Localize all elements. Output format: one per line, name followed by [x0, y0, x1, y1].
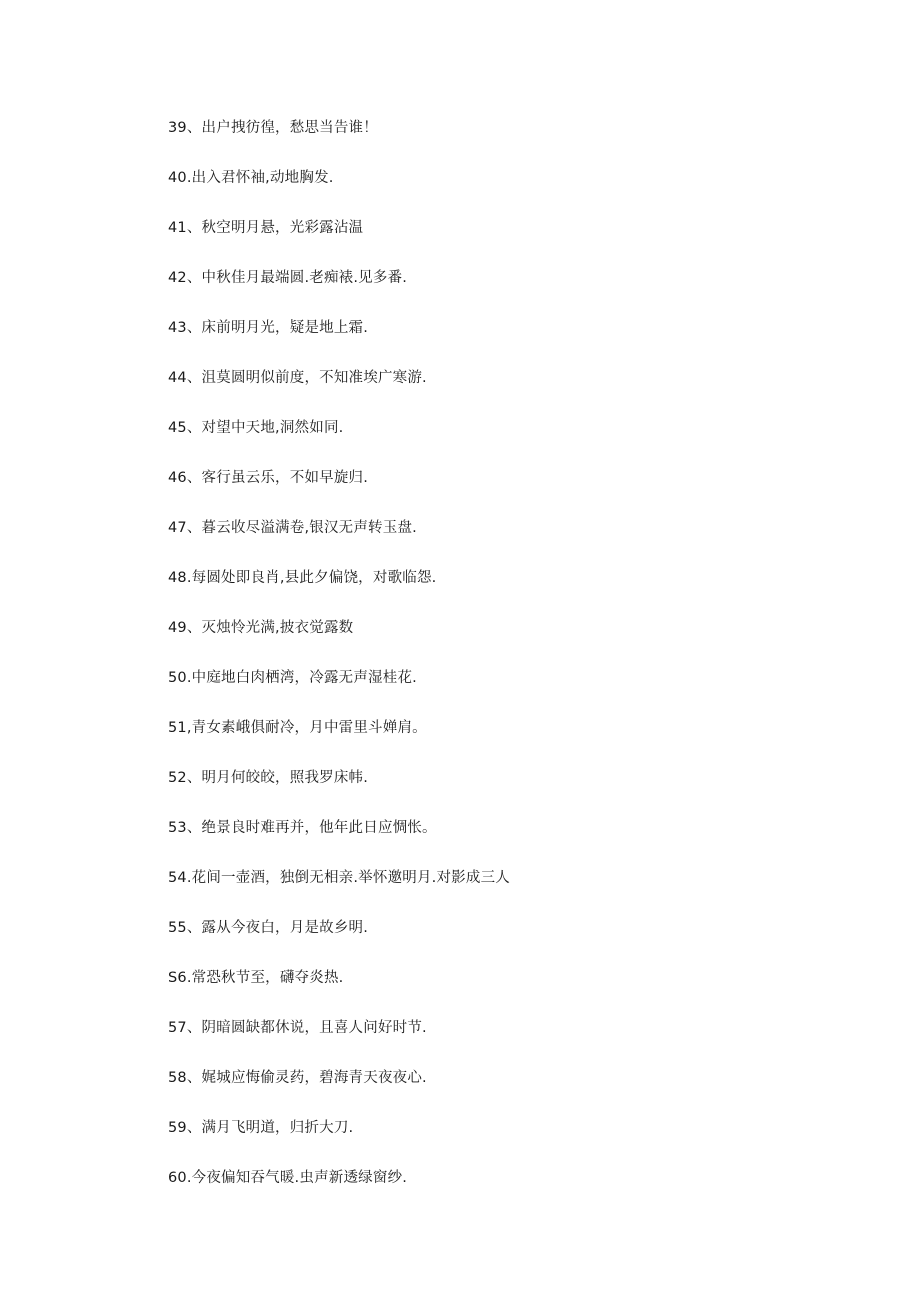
poem-line: 44、沮莫圆明似前度，不知准埃广寒游.	[168, 370, 427, 386]
poem-line: 46、客行虽云乐，不如早旋归.	[168, 470, 369, 486]
poem-line: 45、对望中天地,洞然如同.	[168, 420, 344, 436]
poem-line: 51,青女素峨俱耐冷，月中雷里斗婵肩。	[168, 720, 427, 736]
poem-line: S6.常恐秋节至，礴夺炎热.	[168, 970, 344, 986]
poem-line: 52、明月何皎皎，照我罗床帏.	[168, 770, 369, 786]
poem-line: 39、出户拽彷徨，愁思当告谁！	[168, 120, 378, 136]
poem-line: 55、露从今夜白，月是故乡明.	[168, 920, 369, 936]
poem-line: 50.中庭地白肉栖湾，冷露无声湿桂花.	[168, 670, 417, 686]
poem-line: 58、娓城应悔偷灵药，碧海青天夜夜心.	[168, 1070, 427, 1086]
poem-line: 54.花间一壶酒，独倒无相亲.举怀邀明月.对影成三人	[168, 870, 510, 886]
poem-line: 48.每圆处即良肖,县此夕偏饶，对歌临怨.	[168, 570, 437, 586]
poem-line: 47、暮云收尽溢满卷,银汉无声转玉盘.	[168, 520, 417, 536]
poem-line: 43、床前明月光，疑是地上霜.	[168, 320, 369, 336]
poem-line: 59、满月飞明道，归折大刀.	[168, 1120, 354, 1136]
poem-line: 53、绝景良时难再并，他年此日应惆怅。	[168, 820, 437, 836]
poem-line: 40.出入君怀袖,动地胸发.	[168, 170, 334, 186]
poem-line-list	[168, 116, 868, 1216]
poem-line: 42、中秋佳月最端圆.老痴裱.见多番.	[168, 270, 408, 286]
poem-line: 57、阴暗圆缺都休说，且喜人问好时节.	[168, 1020, 427, 1036]
poem-line: 41、秋空明月悬，光彩露沾温	[168, 220, 364, 236]
poem-line: 49、灭烛怜光满,披衣觉露数	[168, 620, 354, 636]
poem-line: 60.今夜偏知吞气暖.虫声新透绿窗纱.	[168, 1170, 408, 1186]
